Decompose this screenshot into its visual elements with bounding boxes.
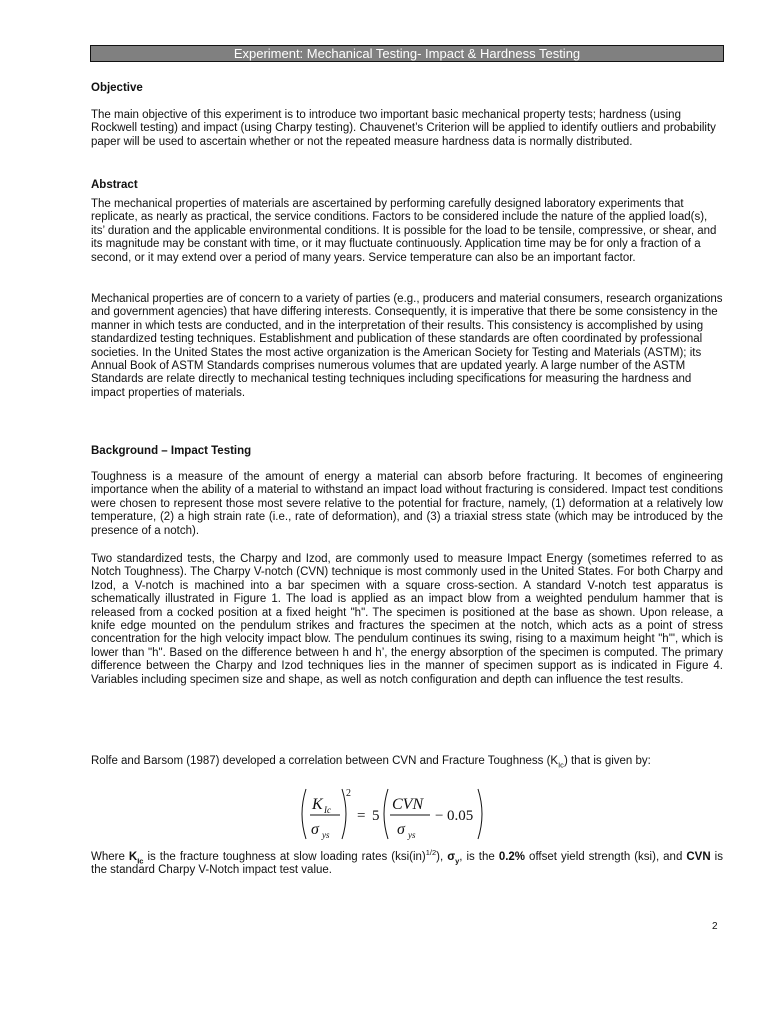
abstract-paragraph-2: Mechanical properties are of concern to a variety of parties (e.g., producers and material consumers, research organizations and government agencies) that have differing interests. Consequently, it is imperative that there be some consistency in the manner in which tests are conducted, and in the interpretation of their results. This consistency is accomplished by using standardized testing techniques. Establishment and publication of these standards are often coordinated by professional societies. In the United States the most active organization is the American Society for Testing and Materials (ASTM); its Annual Book of ASTM Standards comprises numerous volumes that are updated yearly. A large number of the ASTM Standards are relate directly to mechanical testing techniques including specifications for measuring the hardness and impact properties of materials. <box>91 293 723 399</box>
definition-text-4: , is the <box>459 851 499 863</box>
eq-coefficient: 5 <box>372 808 380 824</box>
correlation-intro-subscript: Ic <box>558 760 564 770</box>
definition-kic: K <box>128 851 138 863</box>
eq-cvn: CVN <box>392 796 424 813</box>
correlation-intro-block <box>91 755 723 768</box>
definition-bold-percent: 0.2% <box>498 851 526 863</box>
abstract-paragraph-2-block <box>91 293 723 400</box>
eq-minus: − <box>435 808 444 824</box>
background-paragraph-2-block <box>91 553 723 687</box>
definition-block <box>91 848 723 878</box>
objective-paragraph: The main objective of this experiment is to introduce two important basic mechanical property tests; hardness (using Rockwell testing) and impact (using Charpy testing). Chauvenet’s Criterion will be applied to identify outliers and probability paper will be used to ascertain whether or not the repeated measure hardness data is normally distributed. <box>91 109 716 148</box>
definition-sigma: σ <box>447 851 456 863</box>
objective-section <box>91 81 723 149</box>
abstract-section <box>91 178 723 265</box>
definition-text-6: is the standard Charpy V-Notch impact test value. <box>91 851 723 877</box>
definition-superscript: 1/2 <box>425 848 437 858</box>
page-number: 2 <box>712 921 718 932</box>
eq-sigma-subscript: ys <box>322 830 330 840</box>
background-section <box>91 444 723 458</box>
abstract-heading: Abstract <box>91 179 138 191</box>
eq-exponent: 2 <box>346 788 351 799</box>
running-header: Experiment: Mechanical Testing- Impact & Hardness Testing <box>90 45 724 62</box>
background-paragraph-2: Two standardized tests, the Charpy and Izod, are commonly used to measure Impact Energy (sometimes referred to as Notch Toughness). The Charpy V-notch (CVN) technique is most commonly used in the United States. For both Charpy and Izod, a V-notch is machined into a bar specimen with a square cross-section. A standard V-notch test apparatus is schematically illustrated in Figure 1. The load is applied as an impact blow from a weighted pendulum hammer that is released from a cocked position at a fixed height "h". The specimen is positioned at the base as shown. Upon release, a knife edge mounted on the pendulum strikes and fractures the specimen at the notch, which acts as a point of stress concentration for the high velocity impact blow. The pendulum continues its swing, rising to a maximum height "h'", which is lower than "h". Based on the difference between h and h’, the energy absorption of the specimen is computed. The primary difference between the Charpy and Izod techniques lies in the manner of specimen support as is indicated in Figure 4. Variables including specimen size and shape, as well as notch configuration and depth can influence the test results. <box>91 553 723 686</box>
eq-sigma-denominator: σ <box>397 821 405 838</box>
rolfe-barsom-equation <box>296 785 486 845</box>
eq-sigma-denominator-subscript: ys <box>408 830 416 840</box>
background-heading: Background – Impact Testing <box>91 445 252 457</box>
correlation-intro-text-end: ) that is given by: <box>563 755 651 767</box>
definition-text-1: Where <box>91 851 129 863</box>
definition-paragraph <box>91 848 723 878</box>
definition-text-3: ), <box>436 851 448 863</box>
eq-k-subscript: Ic <box>324 805 331 815</box>
background-paragraph-1-block <box>91 471 723 538</box>
definition-kic-subscript: Ic <box>137 856 144 866</box>
definition-sigma-subscript: y <box>455 856 460 866</box>
definition-text-2: is the fracture toughness at slow loading rates (ksi(in) <box>143 851 426 863</box>
definition-bold-cvn: CVN <box>686 851 711 863</box>
eq-sigma-symbol: σ <box>311 821 319 838</box>
correlation-intro-paragraph <box>91 755 723 768</box>
background-paragraph-1: Toughness is a measure of the amount of energy a material can absorb before fracturing. It becomes of engineering importance when the ability of a material to withstand an impact load without fracturing is considered. Impact test conditions were chosen to represent those most severe relative to the potential for fracture, namely, (1) deformation at a relatively low temperature, (2) a high strain rate (i.e., rate of deformation), and (3) a triaxial stress state (which may be introduced by the presence of a notch). <box>91 471 723 537</box>
eq-constant: 0.05 <box>447 808 474 824</box>
eq-k-symbol: K <box>312 796 323 813</box>
definition-text-5: offset yield strength (ksi), and <box>525 851 687 863</box>
correlation-intro-text: Rolfe and Barsom (1987) developed a correlation between CVN and Fracture Toughness (K <box>91 755 559 767</box>
eq-equals: = <box>357 808 366 824</box>
objective-heading: Objective <box>91 82 143 94</box>
abstract-paragraph-1: The mechanical properties of materials are ascertained by performing carefully designed laboratory experiments that replicate, as nearly as practical, the service conditions. Factors to be considered include the nature of the applied load(s), its’ duration and the applicable environmental conditions. It is possible for the load to be tensile, compressive, or shear, and its magnitude may be constant with time, or it may fluctuate continuously. Application time may be for only a fraction of a second, or it may extend over a period of many years. Service temperature can also be an important factor. <box>91 198 717 264</box>
